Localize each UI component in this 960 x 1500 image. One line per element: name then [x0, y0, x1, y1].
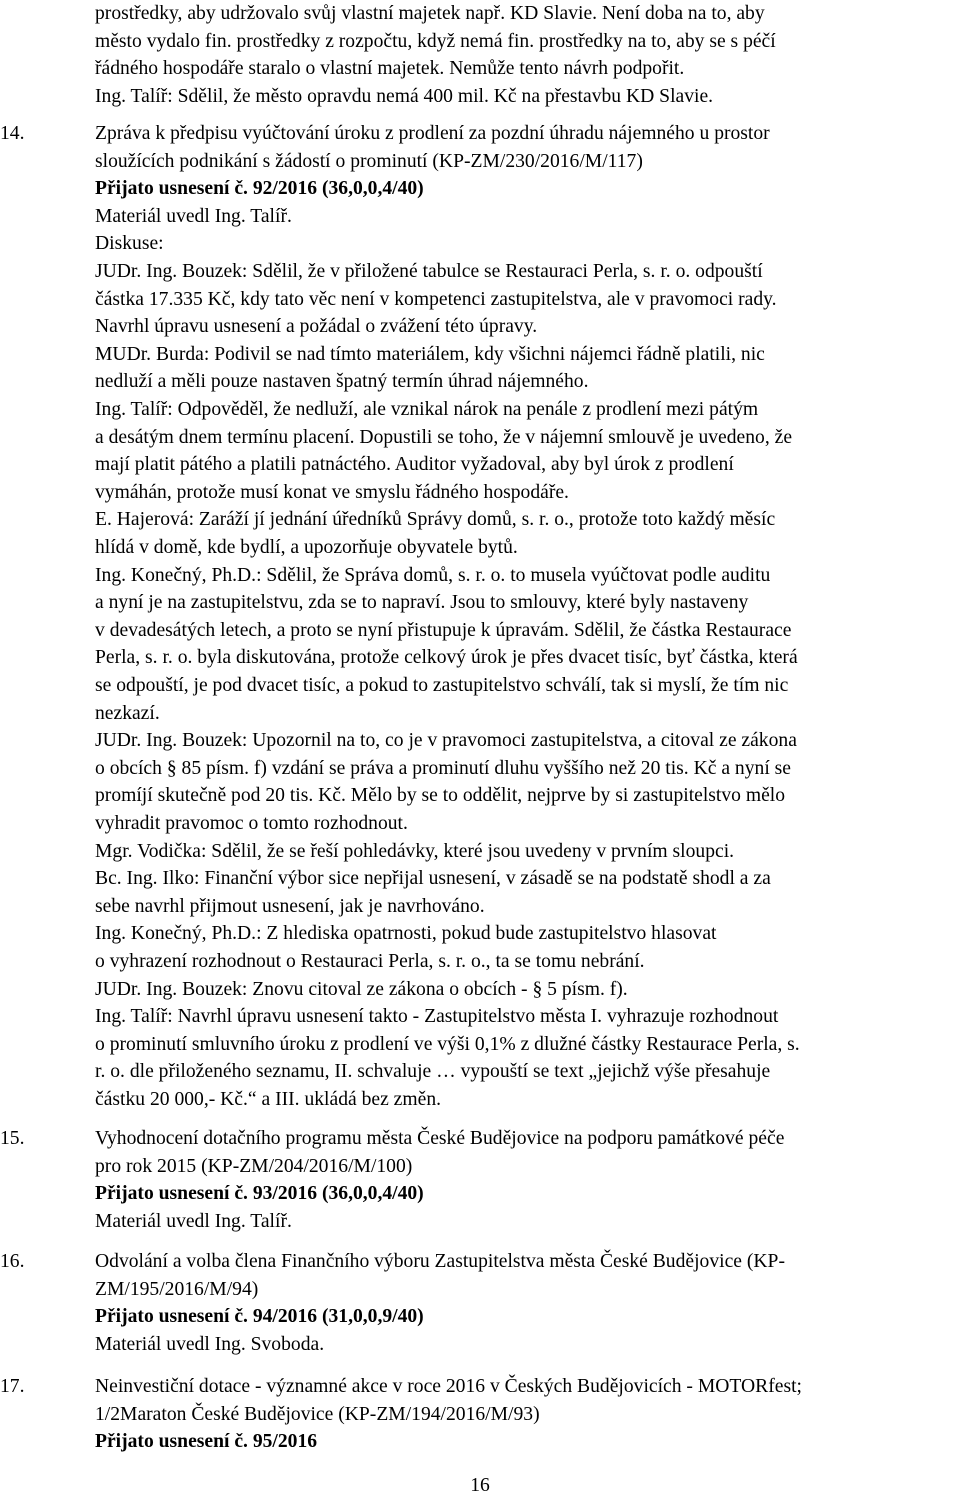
discussion-line: sebe navrhl přijmout usnesení, jak je navrhováno. [95, 895, 485, 917]
item-14-resolution: Přijato usnesení č. 92/2016 (36,0,0,4/40) [95, 178, 424, 200]
item-14-title-line: Zpráva k předpisu vyúčtování úroku z prodlení za pozdní úhradu nájemného u prostor [95, 123, 770, 144]
discussion-line: JUDr. Ing. Bouzek: Sdělil, že v přiložené tabulce se Restauraci Perla, s. r. o. odpouští [95, 261, 763, 282]
intro-line: město vydalo fin. prostředky z rozpočtu, když nemá fin. prostředky na to, aby se s péčí [95, 30, 776, 52]
discussion-line: v devadesátých letech, a proto se nyní přistupuje k úpravám. Sdělil, že částka Restaurace [95, 619, 792, 641]
discussion-line: o prominutí smluvního úroku z prodlení ve výši 0,1% z dlužné částky Restaurace Perla, s. [95, 1033, 800, 1055]
item-15-presenter: Materiál uvedl Ing. Talíř. [95, 1210, 292, 1232]
discussion-line: Ing. Konečný, Ph.D.: Z hlediska opatrnosti, pokud bude zastupitelstvo hlasovat [95, 923, 717, 945]
discussion-line: částka 17.335 Kč, kdy tato věc není v kompetenci zastupitelstva, ale v pravomoci rady. [95, 288, 777, 310]
item-16-resolution: Přijato usnesení č. 94/2016 (31,0,0,9/40) [95, 1306, 424, 1328]
discussion-line: promíjí skutečně pod 20 tis. Kč. Mělo by se to oddělit, nejprve by si zastupitelstvo mělo [95, 785, 786, 807]
discussion-line: nezkazí. [95, 702, 160, 724]
item-14-number: 14. [0, 123, 25, 144]
item-16-number: 16. [0, 1251, 25, 1272]
discussion-line: Bc. Ing. Ilko: Finanční výbor sice nepřijal usnesení, v zásadě se na podstatě shodl a za [95, 868, 771, 890]
discussion-line: a desátým dnem termínu placení. Dopustili se toho, že v nájemní smlouvě je uvedeno, že [95, 426, 793, 448]
discussion-line: JUDr. Ing. Bouzek: Upozornil na to, co je v pravomoci zastupitelstva, a citoval ze zákona [95, 730, 797, 752]
discussion-line: r. o. dle přiloženého seznamu, II. schvaluje … vypouští se text „jejichž výše přesahuje [95, 1061, 771, 1083]
discussion-line: o vyhrazení rozhodnout o Restauraci Perla, s. r. o., ta se tomu nebrání. [95, 951, 645, 972]
discussion-line: vymáhán, protože musí konat ve smyslu řádného hospodáře. [95, 481, 569, 503]
discussion-line: mají platit pátého a platili patnáctého. Auditor vyžadoval, aby byl úrok z prodlení [95, 454, 734, 476]
intro-line: prostředky, aby udržovalo svůj vlastní majetek např. KD Slavie. Není doba na to, aby [95, 3, 765, 24]
discussion-line: Ing. Talíř: Odpověděl, že nedluží, ale vznikal nárok na penále z prodlení mezi pátým [95, 399, 759, 420]
item-17-title-line: Neinvestiční dotace - významné akce v roce 2016 v Českých Budějovicích - MOTORfest; [95, 1376, 802, 1397]
item-15-title-line: pro rok 2015 (KP-ZM/204/2016/M/100) [95, 1155, 413, 1177]
item-14-presenter: Materiál uvedl Ing. Talíř. [95, 205, 292, 227]
discussion-line: hlídá v domě, kde bydlí, a upozorňuje obyvatele bytů. [95, 537, 518, 558]
discussion-line: nedluží a měli pouze nastaven špatný termín úhrad nájemného. [95, 371, 589, 393]
discussion-line: E. Hajerová: Zaráží jí jednání úředníků Správy domů, s. r. o., protože toto každý měsíc [95, 509, 776, 531]
discussion-line: a nyní je na zastupitelstvu, zda se to napraví. Jsou to smlouvy, které byly nastaveny [95, 592, 749, 614]
discussion-line: Ing. Talíř: Navrhl úpravu usnesení takto - Zastupitelstvo města I. vyhrazuje rozhodnout [95, 1006, 779, 1028]
discussion-line: Navrhl úpravu usnesení a požádal o zvážení této úpravy. [95, 316, 538, 338]
discussion-line: částku 20 000,- Kč.“ a III. ukládá bez změn. [95, 1089, 442, 1110]
discussion-line: vyhradit pravomoc o tomto rozhodnout. [95, 813, 408, 834]
item-15-resolution: Přijato usnesení č. 93/2016 (36,0,0,4/40) [95, 1183, 424, 1205]
item-14-discussion-label: Diskuse: [95, 233, 164, 255]
item-16-presenter: Materiál uvedl Ing. Svoboda. [95, 1333, 325, 1355]
item-15-title-line: Vyhodnocení dotačního programu města České Budějovice na podporu památkové péče [95, 1128, 785, 1149]
discussion-line: Mgr. Vodička: Sdělil, že se řeší pohledávky, které jsou uvedeny v prvním sloupci. [95, 840, 735, 862]
discussion-line: o obcích § 85 písm. f) vzdání se práva a prominutí dluhu vyššího než 20 tis. Kč a nyní se [95, 757, 791, 779]
item-17-title-line: 1/2Maraton České Budějovice (KP-ZM/194/2016/M/93) [95, 1403, 540, 1425]
intro-line: řádného hospodáře staralo o vlastní majetek. Nemůže tento návrh podpořit. [95, 58, 685, 80]
page-number: 16 [470, 1475, 490, 1496]
item-17-number: 17. [0, 1376, 25, 1397]
discussion-line: Perla, s. r. o. byla diskutována, protože celkový úrok je přes dvacet tisíc, byť částka, která [95, 647, 798, 669]
item-16-title-line: Odvolání a volba člena Finančního výboru Zastupitelstva města České Budějovice (KP- [95, 1251, 785, 1272]
discussion-line: JUDr. Ing. Bouzek: Znovu citoval ze zákona o obcích - § 5 písm. f). [95, 978, 628, 1000]
discussion-line: se odpouští, je pod dvacet tisíc, a pokud to zastupitelstvo schválí, tak si myslí, že tím nic [95, 675, 789, 696]
intro-line: Ing. Talíř: Sdělil, že město opravdu nemá 400 mil. Kč na přestavbu KD Slavie. [95, 85, 714, 107]
discussion-line: Ing. Konečný, Ph.D.: Sdělil, že Správa domů, s. r. o. to musela vyúčtovat podle auditu [95, 564, 771, 586]
discussion-line: MUDr. Burda: Podivil se nad tímto materiálem, kdy všichni nájemci řádně platili, nic [95, 343, 765, 365]
item-14-title-line: sloužících podnikání s žádostí o prominutí (KP-ZM/230/2016/M/117) [95, 150, 643, 172]
item-15-number: 15. [0, 1128, 25, 1149]
item-16-title-line: ZM/195/2016/M/94) [95, 1278, 259, 1300]
item-17-resolution: Přijato usnesení č. 95/2016 [95, 1431, 318, 1453]
